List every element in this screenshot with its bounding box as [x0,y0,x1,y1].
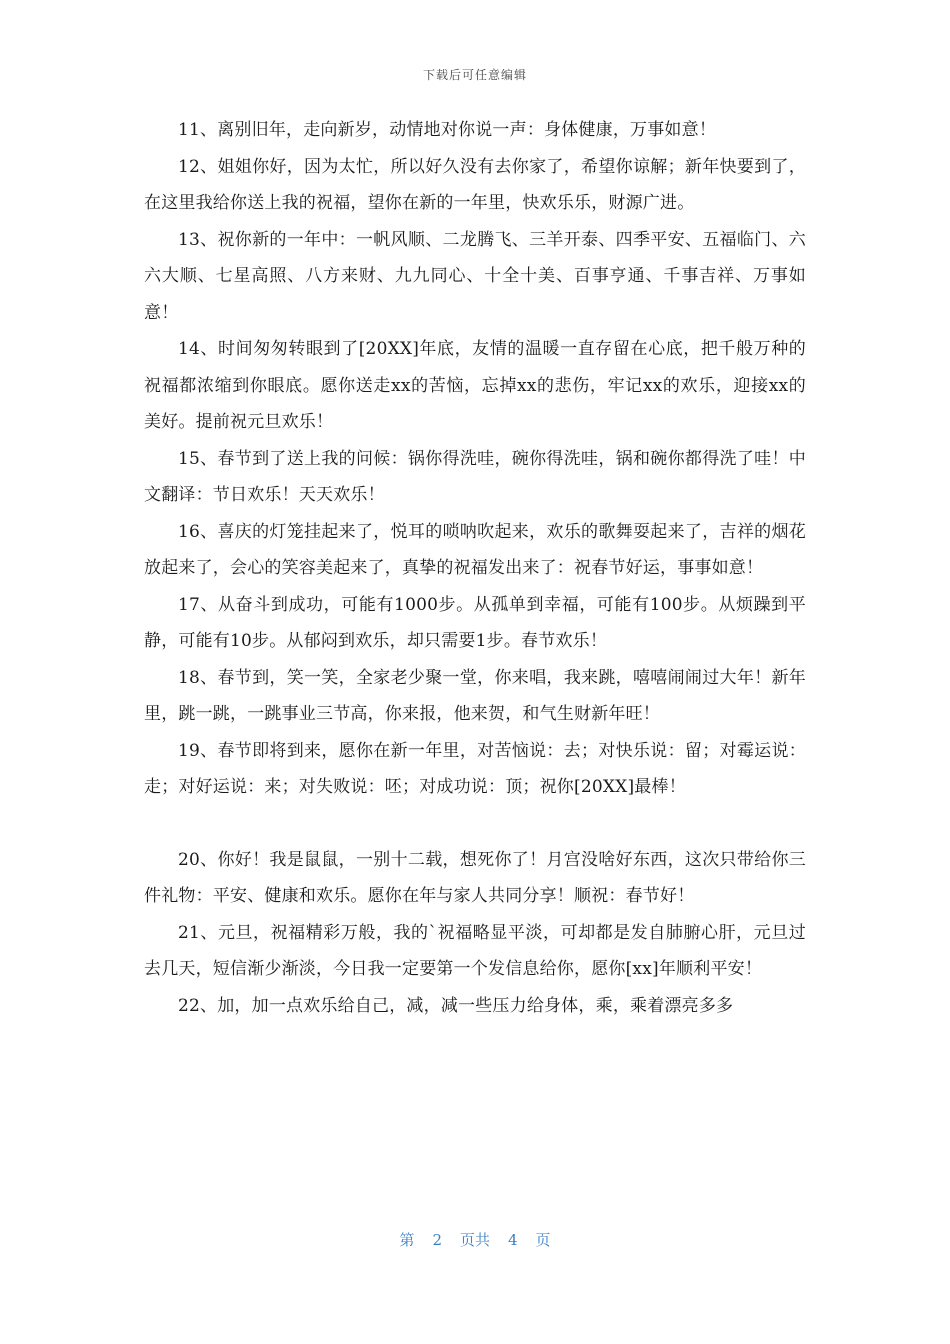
paragraph-15: 15、春节到了送上我的问候：锅你得洗哇，碗你得洗哇，锅和碗你都得洗了哇！中文翻译：节日欢乐！天天欢乐！ [144,448,806,505]
blank-line [144,806,806,842]
document-body [144,112,806,1024]
paragraph-21: 21、元旦，祝福精彩万般，我的`祝福略显平淡，可却都是发自肺腑心肝，元旦过去几天，短信渐少渐淡，今日我一定要第一个发信息给你，愿你[xx]年顺利平安！ [144,922,806,979]
footer-total-pages: 4 [508,1231,518,1249]
paragraph-19: 19、春节即将到来，愿你在新一年里，对苦恼说：去；对快乐说：留；对霉运说：走；对好运说：来；对失败说：呸；对成功说：顶；祝你[20XX]最棒！ [144,740,806,797]
paragraph-11: 11、离别旧年，走向新岁，动情地对你说一声：身体健康，万事如意！ [178,120,717,140]
paragraph-22: 22、加，加一点欢乐给自己，减，减一些压力给身体，乘，乘着漂亮多多 [178,995,734,1016]
paragraph-13: 13、祝你新的一年中：一帆风顺、二龙腾飞、三羊开泰、四季平安、五福临门、六六大顺、七星高照、八方来财、九九同心、十全十美、百事亨通、千事吉祥、万事如意！ [144,229,806,323]
page-footer [0,1229,950,1250]
paragraph-16: 16、喜庆的灯笼挂起来了，悦耳的唢呐吹起来，欢乐的歌舞耍起来了，吉祥的烟花放起来了，会心的笑容美起来了，真挚的祝福发出来了：祝春节好运，事事如意！ [144,521,806,578]
footer-page-word: 第 [399,1231,415,1249]
paragraph-20: 20、你好！我是鼠鼠，一别十二载，想死你了！月宫没啥好东西，这次只带给你三件礼物：平安、健康和欢乐。愿你在年与家人共同分享！顺祝：春节好！ [144,849,806,906]
paragraph-14: 14、时间匆匆转眼到了[20XX]年底，友情的温暖一直存留在心底，把千般万种的祝福都浓缩到你眼底。愿你送走xx的苦恼，忘掉xx的悲伤，牢记xx的欢乐，迎接xx的美好。提前祝元旦欢乐！ [144,339,806,432]
paragraph-17: 17、从奋斗到成功，可能有1000步。从孤单到幸福，可能有100步。从烦躁到平静，可能有10步。从郁闷到欢乐，却只需要1步。春节欢乐！ [144,594,806,651]
paragraph-12: 12、姐姐你好，因为太忙，所以好久没有去你家了，希望你谅解；新年快要到了，在这里我给你送上我的祝福，望你在新的一年里，快欢乐乐，财源广进。 [144,156,806,213]
header-note: 下载后可任意编辑 [422,68,527,82]
footer-page-number: 2 [432,1231,442,1249]
footer-page-of: 页共 [459,1231,490,1249]
paragraph-18: 18、春节到，笑一笑，全家老少聚一堂，你来唱，我来跳，嘻嘻闹闹过大年！新年里，跳一跳，一跳事业三节高，你来报，他来贺，和气生财新年旺！ [144,667,806,724]
footer-page-end: 页 [535,1231,551,1249]
